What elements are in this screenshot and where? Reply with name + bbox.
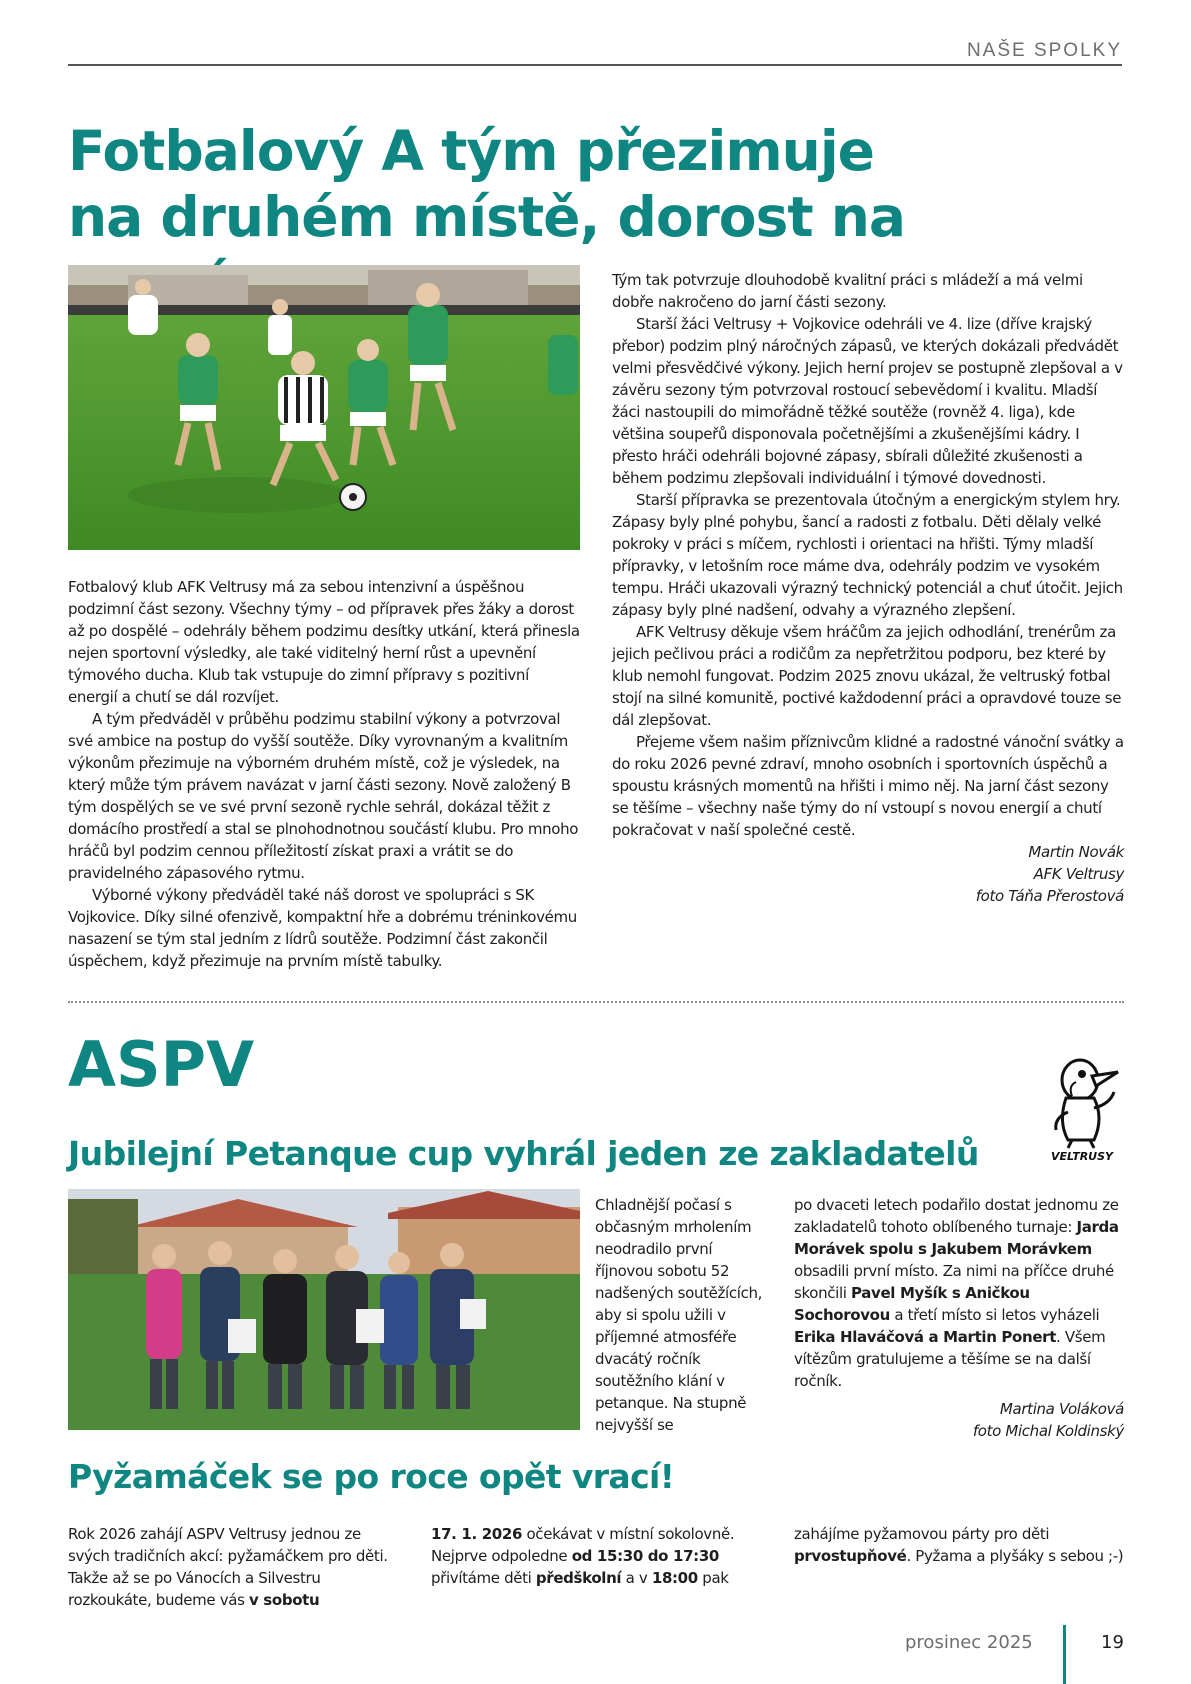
logo-text: VELTRUSY: [1050, 1150, 1113, 1163]
pyzamacek-text-span: pak: [697, 1569, 729, 1587]
aspv-title: ASPV: [68, 1028, 255, 1101]
event-date: 17. 1. 2026: [431, 1525, 523, 1543]
pyzamacek-text-span: a v: [621, 1569, 652, 1587]
signature-photo-credit: foto Táňa Přerostová: [975, 887, 1124, 905]
second-place-names: Pavel Myšík s Aničkou Sochorovou: [794, 1284, 1030, 1324]
petanque-text-span: a třetí místo si letos vyházeli: [889, 1306, 1100, 1324]
petanque-text-span: obsadili první místo. Za nimi na příčce druhé skončili: [794, 1262, 1114, 1302]
petanque-headline: Jubilejní Petanque cup vyhrál jeden ze zakladatelů: [68, 1134, 979, 1173]
signature-organisation: AFK Veltrusy: [1033, 865, 1124, 883]
headline-line-1: Fotbalový A tým přezimuje: [68, 119, 874, 183]
article1-paragraph: AFK Veltrusy děkuje všem hráčům za jejich odhodlání, trenérům za jejich pečlivou práci a rodičům za nepřetržitou podporu, bez které by klub nemohl fungovat. Podzim 2025 znovu ukázal, že veltruský fotbal stojí na silné komunitě, poctivé každodenní práci a opravdové touze se dál zlepšovat.: [612, 623, 1122, 729]
petanque-column-2: [794, 1194, 1124, 1442]
pyzamacek-headline: Pyžamáček se po roce opět vrací!: [68, 1457, 675, 1496]
veltrusy-crow-logo: [1038, 1052, 1126, 1164]
section-divider: [68, 1001, 1124, 1003]
page-number: 19: [1101, 1632, 1124, 1653]
pyzamacek-text-span: přivítáme děti: [431, 1569, 536, 1587]
article1-paragraph: Výborné výkony předváděl také náš dorost ve spolupráci s SK Vojkovice. Díky silné ofenzivě, kompaktní hře a dobrému tréninkovému nasazení se tým stal jedním z lídrů soutěže. Podzimní část zakončil úspěchem, když přezimuje na prvním místě tabulky.: [68, 886, 577, 970]
signature-author: Martina Voláková: [999, 1400, 1124, 1418]
winner-names: Jarda Morávek spolu s Jakubem Morávkem: [794, 1218, 1119, 1258]
petanque-text-2: [794, 1194, 1124, 1392]
third-place-names: Erika Hlaváčová a Martin Ponert: [794, 1328, 1057, 1346]
pyzamacek-text-span: Rok 2026 zahájí ASPV Veltrusy jednou ze svých tradičních akcí: pyžamáčkem pro děti. Takže až se po Vánocích a Silvestru rozkoukáte, budeme vás: [68, 1525, 388, 1609]
headline-line-2: na druhém místě, dorost na: [68, 185, 906, 249]
pyzamacek-column-2: [431, 1523, 761, 1589]
event-time-preschool: od 15:30 do 17:30: [571, 1547, 719, 1565]
pyzamacek-text-span: . Pyžama a plyšáky s sebou ;-): [906, 1547, 1124, 1565]
event-time-primary: 18:00: [651, 1569, 698, 1587]
petanque-text-1: Chladnější počasí s občasným mrholením neodradilo první říjnovou sobotu 52 nadšených soutěžících, aby si spolu užili v příjemné atmosféře dvacátý ročník soutěžního klání v petanque. Na stupně nejvyšší se: [595, 1196, 763, 1434]
pyzamacek-text-1: [68, 1523, 388, 1611]
pyzamacek-column-1: [68, 1523, 388, 1611]
section-label: NAŠE SPOLKY: [966, 40, 1122, 61]
petanque-text-span: . Všem vítězům gratulujeme a těšíme se na další ročník.: [794, 1328, 1106, 1390]
footer-divider: [1063, 1625, 1066, 1684]
event-day: v sobotu: [248, 1591, 320, 1609]
event-group-preschool: předškolní: [535, 1569, 622, 1587]
petanque-text-span: po dvaceti letech podařilo dostat jednomu ze zakladatelů tohoto oblíbeného turnaje:: [794, 1196, 1119, 1236]
pyzamacek-text-span: zahájíme pyžamovou párty pro děti: [794, 1525, 1050, 1543]
petanque-photo: [68, 1189, 580, 1430]
article1-paragraph: Tým tak potvrzuje dlouhodobě kvalitní práci s mládeží a má velmi dobře nakročeno do jarní části sezony.: [612, 271, 1083, 311]
article1-left-column: [68, 576, 582, 972]
article1-right-column: [612, 269, 1124, 907]
header-rule: [68, 64, 1122, 66]
football-photo: [68, 265, 580, 550]
article1-paragraph: Starší žáci Veltrusy + Vojkovice odehráli ve 4. lize (dříve krajský přebor) podzim plný náročných zápasů, ve kterých dokázali předvádět velmi přesvědčivé výkony. Jejich herní projev se postupně zlepšoval a v závěru sezony tým potvrzoval rostoucí sebevědomí i kvalitu. Mladší žáci nastoupili do mimořádně těžké soutěže (rovněž 4. liga), kde většina soupeřů disponovala početnějšími a zkušenějšími kádry. I přesto hráči odehráli bojovné zápasy, sbírali důležité zkušenosti a během podzimu zlepšovali individuální i týmové dovednosti.: [612, 315, 1123, 487]
article1-signature: [612, 841, 1124, 907]
pyzamacek-text-span: očekávat v místní sokolovně. Nejprve odpoledne: [431, 1525, 735, 1565]
petanque-signature: [794, 1398, 1124, 1442]
footer-issue-month: prosinec 2025: [905, 1632, 1033, 1653]
article1-paragraph: Přejeme všem našim příznivcům klidné a radostné vánoční svátky a do roku 2026 pevné zdraví, mnoho osobních i sportovních úspěchů a spoustu krásných momentů na hřišti i mimo něj. Na jarní část sezony se těšíme – všechny naše týmy do ní vstoupí s novou energií a chutí pokračovat v naší společné cestě.: [612, 733, 1124, 839]
article1-paragraph: Fotbalový klub AFK Veltrusy má za sebou intenzivní a úspěšnou podzimní část sezony. Všechny týmy – od přípravek přes žáky a dorost až po dospělé – odehrály během podzimu desítky utkání, která přinesla nejen sportovní výsledky, ale také viditelný herní růst a upevnění týmového ducha. Klub tak vstupuje do zimní přípravy s pozitivní energií a chutí se dál rozvíjet.: [68, 578, 580, 706]
pyzamacek-text-2: [431, 1523, 761, 1589]
event-group-primary: prvostupňové: [794, 1547, 907, 1565]
signature-photo-credit: foto Michal Koldinský: [972, 1422, 1124, 1440]
pyzamacek-text-3: [794, 1523, 1124, 1567]
article1-paragraph: A tým předváděl v průběhu podzimu stabilní výkony a potvrzoval své ambice na postup do vyšší soutěže. Díky vyrovnaným a kvalitním výkonům přezimuje na výborném druhém místě, což je výsledek, na který může tým právem navázat v jarní části sezony. Nově založený B tým dospělých se ve své první sezoně rychle sehrál, dokázal těžit z domácího prostředí a stal se plnohodnotnou součástí klubu. Pro mnoho hráčů byl podzim cennou příležitostí získat praxi a vrátit se do pravidelného zápasového rytmu.: [68, 710, 579, 882]
pyzamacek-column-3: [794, 1523, 1124, 1567]
petanque-column-1: [595, 1194, 770, 1436]
signature-author: Martin Novák: [1028, 843, 1124, 861]
article1-paragraph: Starší přípravka se prezentovala útočným a energickým stylem hry. Zápasy byly plné pohybu, šancí a radosti z fotbalu. Děti dělaly velké pokroky v práci s míčem, rychlosti i orientaci na hřišti. Týmy mladší přípravky, v letošním roce máme dva, odehrály podzim ve vysokém tempu. Hráči ukazovali výrazný technický potenciál a chuť útočit. Jejich zápasy byly plné nadšení, odvahy a výrazného zlepšení.: [612, 491, 1123, 619]
